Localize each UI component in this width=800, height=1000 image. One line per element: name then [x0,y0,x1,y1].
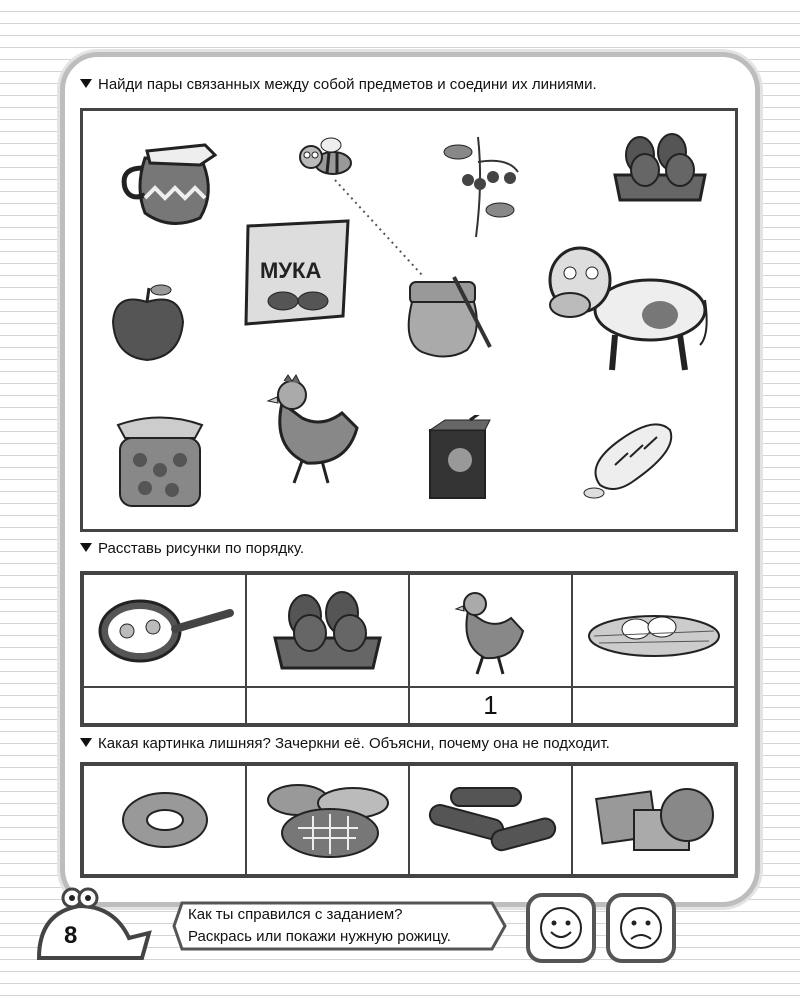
task2-title: Расставь рисунки по порядку. [80,540,304,557]
picture-cookies[interactable] [572,765,735,875]
jug-icon[interactable] [115,133,225,233]
honey-jar-icon[interactable] [402,272,507,362]
sad-face-icon [610,897,672,959]
picture-hen[interactable] [409,574,572,687]
sad-face-button[interactable] [606,893,676,963]
juice-box-icon[interactable] [425,415,495,500]
fried-eggs-pan-icon [95,591,235,671]
task3-title: Какая картинка лишняя? Зачеркни её. Объясни, почему она не подходит. [80,735,610,752]
odd-one-out-grid [80,762,738,878]
picture-nest[interactable] [572,574,735,687]
task1-title: Найди пары связанных между собой предметов и соедини их линиями. [80,76,597,93]
eggs-carton-icon [270,588,385,673]
jam-jar-icon[interactable] [110,410,210,510]
eggs-carton-icon[interactable] [610,130,710,210]
picture-eggs[interactable] [246,574,409,687]
hen-icon [453,586,528,676]
page-badge [34,878,152,960]
bagel-icon [115,785,215,855]
pastry-icon [258,778,398,863]
happy-face-icon [530,897,592,959]
picture-sausages[interactable] [409,765,572,875]
self-assessment-text: Как ты справился с заданием? Раскрась или покажи нужную рожицу. [188,906,451,945]
answer-cell-3[interactable]: 1 [409,687,572,724]
answer-cell-2[interactable] [246,687,409,724]
berry-branch-icon[interactable] [438,132,528,242]
picture-bagel[interactable] [83,765,246,875]
order-grid [80,571,738,727]
flour-bag-label: МУКА [260,258,322,283]
answer-cell-4[interactable] [572,687,735,724]
bee-icon[interactable] [295,135,360,180]
answer-cell-1[interactable] [83,687,246,724]
cow-icon[interactable] [540,235,710,380]
apple-icon[interactable] [105,282,190,367]
bread-loaf-icon[interactable] [580,415,680,500]
cookies-icon [589,780,719,860]
sausages-icon [421,780,561,860]
nest-icon [584,601,724,661]
triangle-bullet-icon [80,543,92,552]
picture-pastry[interactable] [246,765,409,875]
flour-bag-icon[interactable] [238,216,356,328]
page-number: 8 [64,922,78,949]
hen-icon[interactable] [262,373,367,488]
happy-face-button[interactable] [526,893,596,963]
triangle-bullet-icon [80,79,92,88]
triangle-bullet-icon [80,738,92,747]
picture-fried-eggs[interactable] [83,574,246,687]
